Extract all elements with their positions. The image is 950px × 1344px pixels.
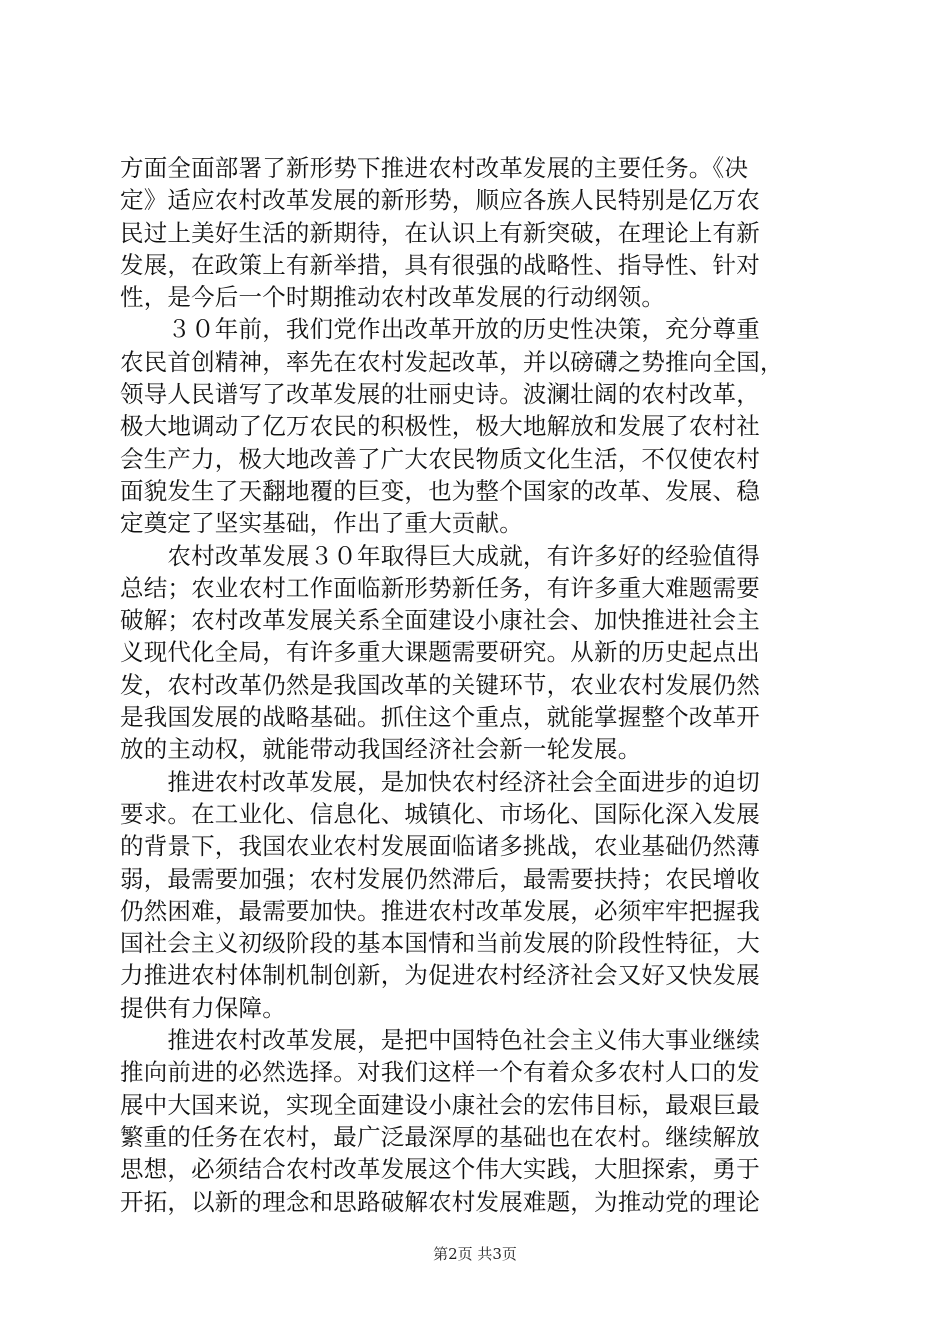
text-line: 农民首创精神，率先在农村发起改革，并以磅礴之势推向全国， <box>120 347 784 376</box>
text-line: 方面全面部署了新形势下推进农村改革发展的主要任务。《决 <box>120 154 749 182</box>
text-line: 开拓，以新的理念和思路破解农村发展难题，为推动党的理论 <box>120 1187 760 1216</box>
text-line: 面貌发生了天翻地覆的巨变，也为整个国家的改革、发展、稳 <box>120 476 760 505</box>
text-line: 展中大国来说，实现全面建设小康社会的宏伟目标，最艰巨最 <box>120 1090 760 1119</box>
text-line: 极大地调动了亿万农民的积极性，极大地解放和发展了农村社 <box>120 412 760 441</box>
text-line: 提供有力保障。 <box>120 993 286 1022</box>
text-line: 力推进农村体制机制创新，为促进农村经济社会又好又快发展 <box>120 961 760 990</box>
text-line: 破解；农村改革发展关系全面建设小康社会、加快推进社会主 <box>120 606 760 635</box>
body-text <box>120 152 832 1218</box>
text-line: 发展，在政策上有新举措，具有很强的战略性、指导性、针对 <box>120 250 760 279</box>
text-line: 繁重的任务在农村，最广泛最深厚的基础也在农村。继续解放 <box>120 1122 760 1151</box>
text-line: 要求。在工业化、信息化、城镇化、市场化、国际化深入发展 <box>120 799 760 828</box>
text-line: 思想，必须结合农村改革发展这个伟大实践，大胆探索，勇于 <box>120 1155 760 1184</box>
text-line: 会生产力，极大地改善了广大农民物质文化生活，不仅使农村 <box>120 444 760 473</box>
text-line: 定奠定了坚实基础，作出了重大贡献。 <box>120 509 523 538</box>
text-line: 农村改革发展３０年取得巨大成就，有许多好的经验值得 <box>120 541 760 570</box>
text-line: 弱，最需要加强；农村发展仍然滞后，最需要扶持；农民增收 <box>120 864 760 893</box>
text-line: 性，是今后一个时期推动农村改革发展的行动纲领。 <box>120 283 666 312</box>
text-line: 仍然困难，最需要加快。推进农村改革发展，必须牢牢把握我 <box>120 896 760 925</box>
text-line: 领导人民谱写了改革发展的壮丽史诗。波澜壮阔的农村改革， <box>120 380 760 409</box>
text-line: 推进农村改革发展，是加快农村经济社会全面进步的迫切 <box>120 767 760 796</box>
page-footer: 第2页 共3页 <box>433 1245 517 1263</box>
text-line: 是我国发展的战略基础。抓住这个重点，就能掌握整个改革开 <box>120 703 760 732</box>
text-line: 民过上美好生活的新期待，在认识上有新突破，在理论上有新 <box>120 218 760 247</box>
text-line: 放的主动权，就能带动我国经济社会新一轮发展。 <box>120 735 642 764</box>
text-line: 的背景下，我国农业农村发展面临诸多挑战，农业基础仍然薄 <box>120 832 760 861</box>
text-line: 推进农村改革发展，是把中国特色社会主义伟大事业继续 <box>120 1026 760 1055</box>
text-line: 定》适应农村改革发展的新形势，顺应各族人民特别是亿万农 <box>120 186 760 215</box>
text-line: 国社会主义初级阶段的基本国情和当前发展的阶段性特征，大 <box>120 929 760 958</box>
text-line: 总结；农业农村工作面临新形势新任务，有许多重大难题需要 <box>120 573 760 602</box>
text-line: ３０年前，我们党作出改革开放的历史性决策，充分尊重 <box>120 315 760 344</box>
text-line: 推向前进的必然选择。对我们这样一个有着众多农村人口的发 <box>120 1058 760 1087</box>
text-line: 义现代化全局，有许多重大课题需要研究。从新的历史起点出 <box>120 638 760 667</box>
text-line: 发，农村改革仍然是我国改革的关键环节，农业农村发展仍然 <box>120 670 760 699</box>
